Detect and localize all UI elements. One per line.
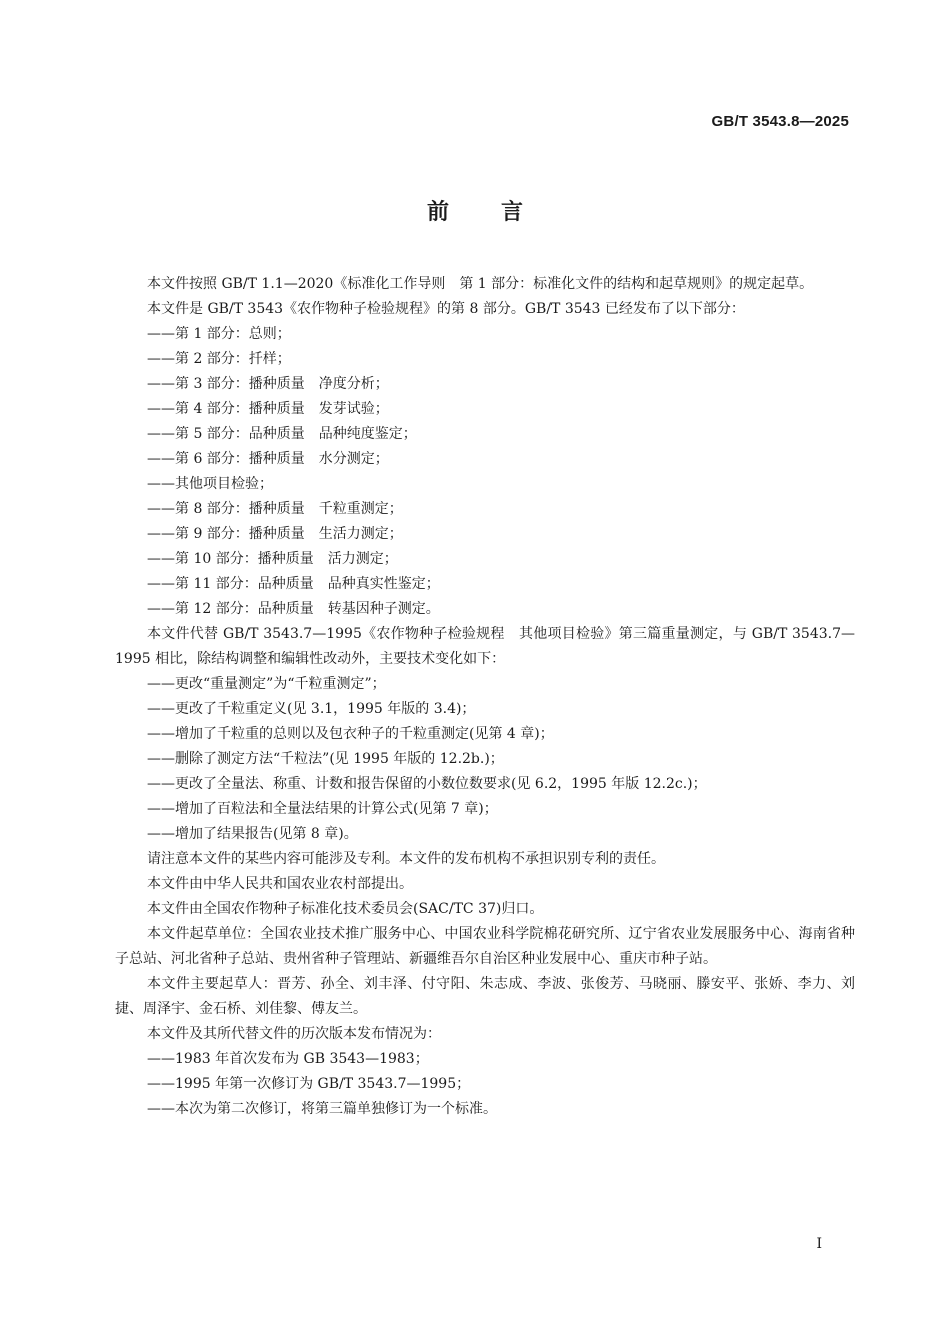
list-item-part: ——第 11 部分：品种质量 品种真实性鉴定；	[147, 576, 440, 592]
paragraph-drafting-rules: 本文件按照 GB/T 1.1—2020《标准化工作导则 第 1 部分：标准化文件的结构和起草规则》的规定起草。	[147, 276, 814, 292]
list-item-change: ——更改了千粒重定义(见 3.1，1995 年版的 3.4)；	[147, 701, 476, 717]
standard-code: GB/T 3543.8—2025	[711, 113, 849, 130]
list-item-change: ——增加了结果报告(见第 8 章)。	[147, 826, 358, 842]
list-item-history: ——1995 年第一次修订为 GB/T 3543.7—1995；	[147, 1076, 471, 1092]
list-item-part: ——第 4 部分：播种质量 发芽试验；	[147, 401, 389, 417]
paragraph-proposed-by: 本文件由中华人民共和国农业农村部提出。	[147, 876, 413, 892]
paragraph-replaces: 本文件代替 GB/T 3543.7—1995《农作物种子检验规程 其他项目检验》第三篇重量测定，与 GB/T 3543.7—1995 相比，除结构调整和编辑性改动外，主要技术变化如下：	[115, 626, 855, 667]
title-char-1: 前	[426, 200, 449, 225]
list-item-change: ——增加了百粒法和全量法结果的计算公式(见第 7 章)；	[147, 801, 498, 817]
list-item-part: ——第 1 部分：总则；	[147, 326, 291, 342]
list-item-part: ——第 2 部分：扦样；	[147, 351, 291, 367]
list-item-change: ——更改“重量测定”为“千粒重测定”；	[147, 676, 386, 692]
list-item-history: ——本次为第二次修订，将第三篇单独修订为一个标准。	[147, 1101, 497, 1117]
list-item-part: ——第 5 部分：品种质量 品种纯度鉴定；	[147, 426, 417, 442]
paragraph-drafting-units: 本文件起草单位：全国农业技术推广服务中心、中国农业科学院棉花研究所、辽宁省农业发展服务中心、海南省种子总站、河北省种子总站、贵州省种子管理站、新疆维吾尔自治区种业发展中心、重庆市种子站。	[115, 926, 855, 967]
list-item-part: ——其他项目检验；	[147, 476, 273, 492]
list-item-part: ——第 8 部分：播种质量 千粒重测定；	[147, 501, 403, 517]
list-item-change: ——更改了全量法、称重、计数和报告保留的小数位数要求(见 6.2，1995 年版 12.2c.)；	[147, 776, 707, 792]
paragraph-drafters: 本文件主要起草人：晋芳、孙全、刘丰泽、付守阳、朱志成、李波、张俊芳、马晓丽、滕安平、张娇、李力、刘捷、周泽宇、金石桥、刘佳黎、傅友兰。	[115, 976, 855, 1017]
paragraph-patent-notice: 请注意本文件的某些内容可能涉及专利。本文件的发布机构不承担识别专利的责任。	[147, 851, 665, 867]
list-item-part: ——第 12 部分：品种质量 转基因种子测定。	[147, 601, 440, 617]
title-char-2: 言	[501, 200, 524, 225]
foreword-body	[115, 272, 855, 1122]
list-item-change: ——删除了测定方法“千粒法”(见 1995 年版的 12.2b.)；	[147, 751, 504, 767]
list-item-part: ——第 10 部分：播种质量 活力测定；	[147, 551, 398, 567]
list-item-history: ——1983 年首次发布为 GB 3543—1983；	[147, 1051, 429, 1067]
list-item-part: ——第 6 部分：播种质量 水分测定；	[147, 451, 389, 467]
paragraph-committee: 本文件由全国农作物种子标准化技术委员会(SAC/TC 37)归口。	[147, 901, 544, 917]
list-item-part: ——第 3 部分：播种质量 净度分析；	[147, 376, 389, 392]
list-item-part: ——第 9 部分：播种质量 生活力测定；	[147, 526, 403, 542]
list-item-change: ——增加了千粒重的总则以及包衣种子的千粒重测定(见第 4 章)；	[147, 726, 554, 742]
page-number: I	[816, 1236, 822, 1252]
paragraph-history-intro: 本文件及其所代替文件的历次版本发布情况为：	[147, 1026, 441, 1042]
page-title	[0, 195, 950, 226]
paragraph-part-intro: 本文件是 GB/T 3543《农作物种子检验规程》的第 8 部分。GB/T 3543 已经发布了以下部分：	[147, 301, 745, 317]
